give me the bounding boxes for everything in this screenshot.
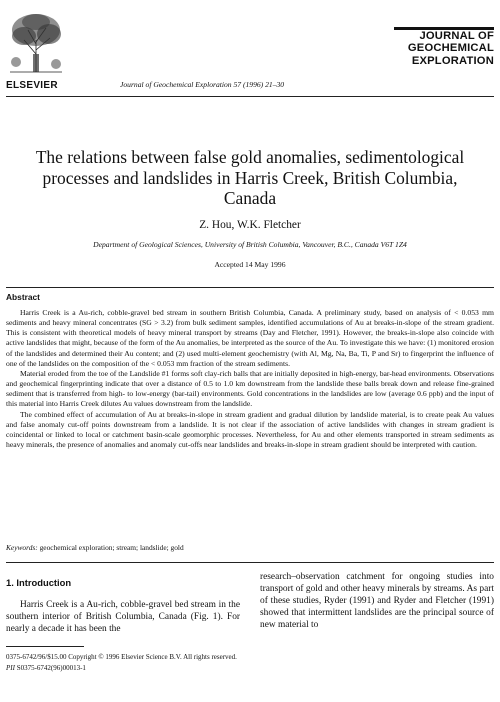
footnote-divider: [6, 646, 84, 647]
accepted-date: Accepted 14 May 1996: [214, 260, 286, 269]
journal-citation: Journal of Geochemical Exploration 57 (1996) 21–30: [120, 80, 285, 89]
section-heading-introduction: 1. Introduction: [6, 577, 72, 588]
pii-label: PII: [6, 664, 15, 672]
copyright-notice: 0375-6742/96/$15.00 Copyright © 1996 Elsevier Science B.V. All rights reserved.: [6, 653, 237, 661]
article-title: The relations between false gold anomalies, sedimentological processes and landslides in Harris Creek, British Columbia, Canada: [35, 147, 465, 209]
header-divider: [6, 96, 494, 97]
abstract-paragraph: Material eroded from the toe of the Landslide #1 forms soft clay-rich balls that are initially deposited in high-energy, bar-head environments. Observations and geochemical fingerprinting indicate that over a distance of 0.5 to 1.0 km downstream from the landslide these balls break down and release fine-grained sediment that is transferred from high- to low-energy (bar-tail) environments. Gold concentrations in the landslides are low (average 0.6 ppb) and the input of this material into Harris Creek dilutes Au values downstream from the landslide.: [6, 368, 494, 409]
abstract-divider-top: [6, 287, 494, 288]
body-column-right: [260, 571, 494, 631]
journal-name-block: [394, 27, 494, 85]
abstract-divider-bottom: [6, 562, 494, 563]
abstract-heading: Abstract: [6, 292, 40, 302]
abstract-body: [6, 308, 494, 450]
elsevier-tree-logo: [6, 10, 66, 76]
body-paragraph: Harris Creek is a Au-rich, cobble-gravel bed stream in the southern interior of British Columbia, Canada (Fig. 1). For nearly a decade it has been the: [6, 600, 240, 635]
abstract-paragraph: The combined effect of accumulation of Au at breaks-in-slope in stream gradient and gradual dilution by landslide material, is to create peak Au values and false anomaly cut-off points downstream from a landslide. It is not clear if the association of active landslides with changes in stream gradient is coincidental or linked to local or catchment basin-scale geomorphic processes. Nevertheless, for Au and other elements transported in stream sediments as heavy minerals, the presence of anomalies and anomaly cut-offs near landslides and breaks-in-slope in stream gradient should be interpreted with caution.: [6, 409, 494, 450]
journal-name-line: JOURNAL OF: [419, 30, 494, 42]
publisher-name: ELSEVIER: [6, 80, 58, 91]
body-paragraph: research–observation catchment for ongoing studies into transport of gold and other heavy minerals by streams. As part of these studies, Ryder (1991) and Ryder and Fletcher (1991) showed that intermittent landslides are the principal source of new material to: [260, 572, 494, 631]
author-affiliation: Department of Geological Sciences, University of British Columbia, Vancouver, B.C., Canada V6T 1Z4: [93, 240, 407, 249]
keywords-text: geochemical exploration; stream; landslide; gold: [39, 543, 184, 552]
pii-line: [6, 664, 86, 672]
pii-value: S0375-6742(96)00013-1: [16, 664, 86, 672]
journal-name-line: GEOCHEMICAL: [407, 42, 494, 55]
abstract-paragraph: Harris Creek is a Au-rich, cobble-gravel bed stream in southern British Columbia, Canada. A preliminary study, based on analysis of < 0.053 mm sediments and heavy mineral concentrates (SG > 3.2) from bulk sediment samples, identified accumulations of Au at breaks-in-slope of the stream gradient. This is consistent with theoretical models of heavy mineral transport by streams (Day and Fletcher, 1991). However, the breaks-in-slope also coincide with active landslides that might, because of the form of the Au anomalies, be interpreted as the source of the Au. To investigate this we have: (1) monitored erosion of the landslides and determined their Au content; and (2) used multi-element geochemistry (with Al, Mg, Na, Ba, Ti, P and Sr) to fingerprint the influence of one of the landslides on the composition of the < 0.053 mm fraction of the stream sediments.: [6, 308, 494, 368]
keywords-line: [6, 543, 494, 552]
body-column-left: [6, 599, 240, 635]
keywords-label: Keywords:: [6, 543, 38, 552]
journal-name-line: EXPLORATION: [411, 54, 494, 67]
article-authors: Z. Hou, W.K. Fletcher: [199, 219, 301, 231]
tree-logo-icon: [6, 10, 66, 76]
